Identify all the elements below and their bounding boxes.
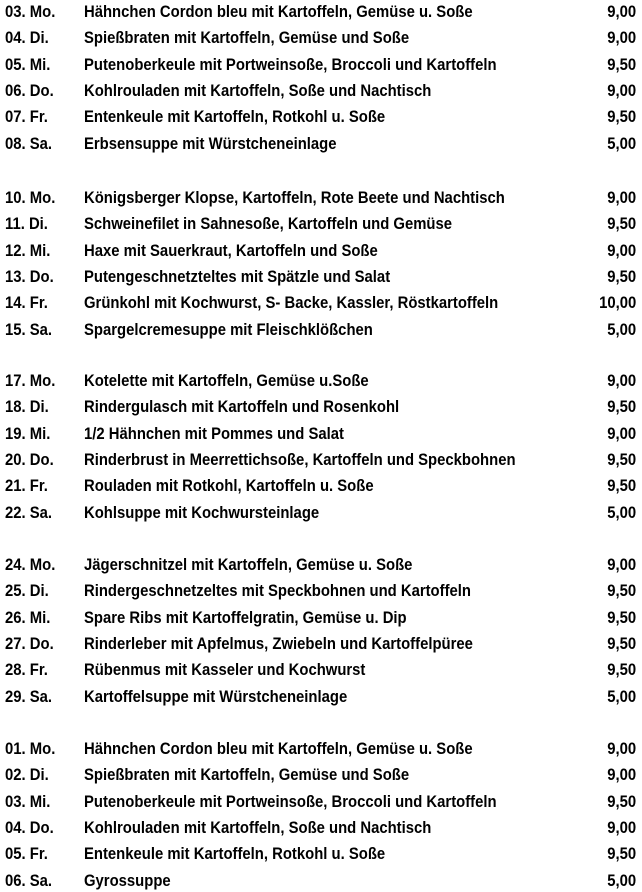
menu-row [0, 791, 642, 813]
menu-day: 29. Sa. [5, 687, 53, 706]
menu-day: 04. Do. [5, 818, 54, 837]
menu-day: 18. Di. [5, 398, 49, 417]
menu-price: 9,50 [607, 55, 636, 74]
menu-dish: Putenoberkeule mit Portweinsoße, Broccoli und Kartoffeln [84, 792, 497, 811]
menu-row [0, 396, 642, 418]
menu-day: 24. Mo. [5, 556, 56, 574]
menu-price: 9,00 [607, 740, 636, 758]
menu-row [0, 475, 642, 497]
menu-price: 5,00 [607, 871, 636, 890]
menu-dish: Hähnchen Cordon bleu mit Kartoffeln, Gemüse u. Soße [84, 740, 473, 758]
menu-row [0, 370, 642, 392]
menu-row [0, 27, 642, 49]
menu-price: 9,50 [607, 608, 636, 627]
menu-price: 9,50 [607, 267, 636, 286]
menu-dish: Spargelcremesuppe mit Fleischklößchen [84, 320, 373, 339]
menu-day: 13. Do. [5, 267, 54, 286]
menu-dish: Entenkeule mit Kartoffeln, Rotkohl u. Soße [84, 845, 386, 864]
menu-row [0, 106, 642, 128]
menu-dish: Kohlrouladen mit Kartoffeln, Soße und Nachtisch [84, 818, 432, 837]
menu-row [0, 187, 642, 209]
menu-dish: Erbsensuppe mit Würstcheneinlage [84, 134, 337, 153]
menu-dish: Gyrossuppe [84, 871, 171, 890]
menu-day: 15. Sa. [5, 320, 53, 339]
menu-row [0, 843, 642, 865]
menu-dish: 1/2 Hähnchen mit Pommes und Salat [84, 424, 344, 443]
menu-day: 11. Di. [5, 215, 48, 234]
menu-price: 9,50 [607, 845, 636, 864]
menu-dish: Rinderbrust in Meerrettichsoße, Kartoffeln und Speckbohnen [84, 450, 516, 469]
menu-dish: Rouladen mit Rotkohl, Kartoffeln u. Soße [84, 477, 374, 496]
menu-price: 5,00 [607, 687, 636, 706]
menu-row [0, 266, 642, 288]
menu-dish: Kohlsuppe mit Kochwursteinlage [84, 503, 320, 522]
menu-dish: Rübenmus mit Kasseler und Kochwurst [84, 661, 366, 680]
menu-price: 10,00 [598, 294, 636, 313]
menu-day: 19. Mi. [5, 424, 51, 443]
menu-dish: Spare Ribs mit Kartoffelgratin, Gemüse u. Dip [84, 608, 407, 627]
menu-price: 9,50 [607, 108, 636, 127]
menu-row [0, 633, 642, 655]
menu-day: 02. Di. [5, 766, 49, 785]
menu-day: 04. Di. [5, 29, 49, 48]
menu-dish: Spießbraten mit Kartoffeln, Gemüse und Soße [84, 29, 410, 48]
menu-day: 06. Sa. [5, 871, 53, 890]
menu-row [0, 54, 642, 76]
menu-dish: Kotelette mit Kartoffeln, Gemüse u.Soße [84, 372, 369, 390]
menu-price: 5,00 [607, 503, 636, 522]
menu-row [0, 738, 642, 760]
menu-dish: Haxe mit Sauerkraut, Kartoffeln und Soße [84, 241, 378, 260]
menu-dish: Entenkeule mit Kartoffeln, Rotkohl u. Soße [84, 108, 386, 127]
menu-row [0, 319, 642, 341]
menu-row [0, 659, 642, 681]
menu-dish: Hähnchen Cordon bleu mit Kartoffeln, Gemüse u. Soße [84, 3, 473, 21]
menu-row [0, 764, 642, 786]
menu-price: 9,50 [607, 792, 636, 811]
menu-price: 9,50 [607, 215, 636, 234]
menu-price: 9,00 [607, 189, 636, 207]
menu-row [0, 607, 642, 629]
menu-row [0, 817, 642, 839]
menu-day: 05. Fr. [5, 845, 48, 864]
menu-price: 9,50 [607, 398, 636, 417]
menu-dish: Königsberger Klopse, Kartoffeln, Rote Beete und Nachtisch [84, 189, 505, 207]
menu-price: 9,50 [607, 634, 636, 653]
menu-dish: Kartoffelsuppe mit Würstcheneinlage [84, 687, 348, 706]
menu-row [0, 1, 642, 23]
menu-row [0, 80, 642, 102]
menu-day: 28. Fr. [5, 661, 48, 680]
menu-day: 25. Di. [5, 582, 49, 601]
menu-row [0, 133, 642, 155]
menu-price: 9,50 [607, 450, 636, 469]
menu-day: 03. Mi. [5, 792, 51, 811]
menu-day: 03. Mo. [5, 3, 56, 21]
menu-dish: Rindergeschnetzeltes mit Speckbohnen und Kartoffeln [84, 582, 471, 601]
menu-day: 21. Fr. [5, 477, 48, 496]
menu-price: 5,00 [607, 134, 636, 153]
menu-price: 9,00 [607, 241, 636, 260]
menu-row [0, 292, 642, 314]
menu-dish: Rinderleber mit Apfelmus, Zwiebeln und Kartoffelpüree [84, 634, 473, 653]
menu-day: 06. Do. [5, 81, 54, 100]
menu-row [0, 449, 642, 471]
menu-dish: Kohlrouladen mit Kartoffeln, Soße und Nachtisch [84, 81, 432, 100]
menu-day: 27. Do. [5, 634, 54, 653]
menu-dish: Grünkohl mit Kochwurst, S- Backe, Kassler, Röstkartoffeln [84, 294, 499, 313]
menu-dish: Spießbraten mit Kartoffeln, Gemüse und Soße [84, 766, 410, 785]
menu-day: 01. Mo. [5, 740, 56, 758]
menu-row [0, 554, 642, 576]
menu-row [0, 213, 642, 235]
menu-day: 12. Mi. [5, 241, 51, 260]
menu-day: 08. Sa. [5, 134, 53, 153]
menu-row [0, 580, 642, 602]
menu-dish: Putengeschnetzteltes mit Spätzle und Salat [84, 267, 391, 286]
menu-price: 9,00 [607, 81, 636, 100]
menu-price: 5,00 [607, 320, 636, 339]
menu-price: 9,50 [607, 582, 636, 601]
menu-dish: Rindergulasch mit Kartoffeln und Rosenkohl [84, 398, 400, 417]
menu-price: 9,00 [607, 766, 636, 785]
menu-price: 9,00 [607, 424, 636, 443]
menu-price: 9,00 [607, 556, 636, 574]
menu-dish: Jägerschnitzel mit Kartoffeln, Gemüse u. Soße [84, 556, 413, 574]
menu-day: 05. Mi. [5, 55, 51, 74]
menu-price: 9,00 [607, 3, 636, 21]
menu-price: 9,50 [607, 477, 636, 496]
menu-price: 9,00 [607, 818, 636, 837]
menu-day: 22. Sa. [5, 503, 53, 522]
menu-day: 14. Fr. [5, 294, 48, 313]
menu-dish: Schweinefilet in Sahnesoße, Kartoffeln und Gemüse [84, 215, 453, 234]
menu-day: 10. Mo. [5, 189, 56, 207]
menu-day: 17. Mo. [5, 372, 56, 390]
menu-row [0, 240, 642, 262]
menu-row [0, 502, 642, 524]
menu-row [0, 870, 642, 892]
menu-row [0, 686, 642, 708]
menu-row [0, 423, 642, 445]
menu-price: 9,50 [607, 661, 636, 680]
menu-day: 07. Fr. [5, 108, 48, 127]
menu-price: 9,00 [607, 372, 636, 390]
menu-day: 26. Mi. [5, 608, 51, 627]
menu-day: 20. Do. [5, 450, 54, 469]
menu-price: 9,00 [607, 29, 636, 48]
menu-dish: Putenoberkeule mit Portweinsoße, Broccoli und Kartoffeln [84, 55, 497, 74]
